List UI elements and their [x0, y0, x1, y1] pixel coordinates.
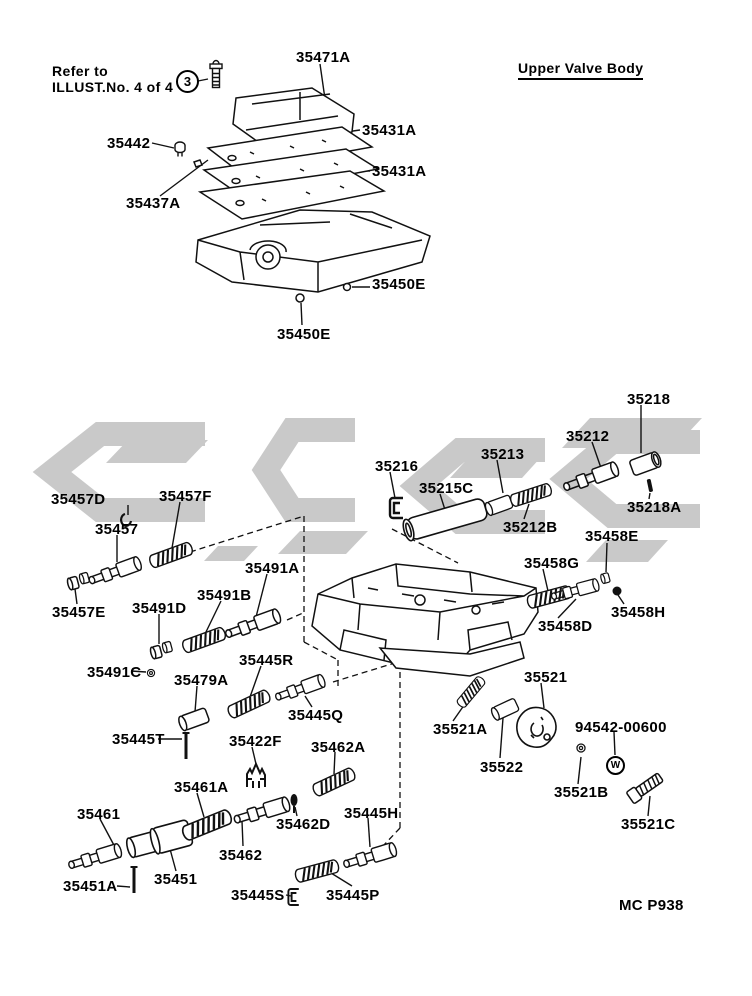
ring-35491C — [147, 669, 154, 676]
part-label-35422F-33: 35422F — [229, 733, 282, 750]
part-label-35216-10: 35216 — [375, 458, 419, 475]
part-label-35445T-32: 35445T — [112, 731, 165, 748]
washer-mark: W — [606, 756, 625, 775]
part-label-35457-17: 35457 — [95, 521, 139, 538]
part-label-35461A-36: 35461A — [174, 779, 229, 796]
part-label-35462-44: 35462 — [219, 847, 263, 864]
part-label-35521B-37: 35521B — [554, 784, 609, 801]
spring-35445R — [226, 689, 271, 719]
refer-note-line2: ILLUST.No. 4 of 4 — [52, 79, 174, 96]
valve-35457 — [87, 556, 143, 588]
pin-35451A — [131, 867, 138, 893]
part-label-35445R-26: 35445R — [239, 652, 294, 669]
valve-35445Q — [274, 674, 327, 704]
ring-35457E-2 — [79, 572, 90, 584]
sleeve-35451 — [124, 819, 193, 861]
spring-35457F — [148, 541, 194, 568]
part-label-94542-00600-31: 94542-00600 — [575, 719, 667, 736]
part-label-35437A-4: 35437A — [126, 195, 181, 212]
part-label-35445H-40: 35445H — [344, 805, 399, 822]
clip-35445S — [288, 889, 298, 905]
part-label-35451-43: 35451 — [154, 871, 198, 888]
spring-35461A — [181, 809, 234, 842]
part-label-35450E-6: 35450E — [277, 326, 331, 343]
part-label-35521C-41: 35521C — [621, 816, 676, 833]
part-label-35445P-46: 35445P — [326, 887, 380, 904]
part-label-35213-9: 35213 — [481, 446, 525, 463]
ring-35457E — [66, 576, 79, 590]
part-label-35457E-21: 35457E — [52, 604, 106, 621]
part-label-35479A-27: 35479A — [174, 672, 229, 689]
ring-35458E — [600, 573, 610, 584]
refer-note — [52, 63, 173, 95]
cup-35218 — [629, 451, 663, 476]
bolt-35521C — [626, 771, 664, 804]
part-label-35458D-24: 35458D — [538, 618, 593, 635]
part-label-35451A-42: 35451A — [63, 878, 118, 895]
upper-valve-body-stack — [175, 61, 430, 303]
section-title: Upper Valve Body — [518, 60, 643, 80]
bracket-35216 — [390, 498, 403, 518]
part-label-35491A-19: 35491A — [245, 560, 300, 577]
part-label-35458G-18: 35458G — [524, 555, 580, 572]
bolt-icon — [210, 61, 222, 88]
part-label-35445Q-29: 35445Q — [288, 707, 344, 724]
pin-35218A — [647, 479, 654, 493]
part-label-35218A-13: 35218A — [627, 499, 682, 516]
pin-35445T — [183, 733, 190, 759]
spring-35212B — [509, 483, 553, 508]
seal-35462D — [291, 794, 298, 813]
valve-35491A — [223, 608, 282, 642]
part-label-35462D-39: 35462D — [276, 816, 331, 833]
valve-35461 — [67, 843, 123, 872]
part-label-35457F-16: 35457F — [159, 488, 212, 505]
part-label-35431A-3: 35431A — [372, 163, 427, 180]
screw-icon — [175, 142, 185, 157]
ring-35521B — [577, 744, 585, 752]
part-label-35450E-5: 35450E — [372, 276, 426, 293]
ring-35491D-2 — [162, 641, 173, 653]
part-label-35212B-12: 35212B — [503, 519, 558, 536]
part-label-35212-8: 35212 — [566, 428, 610, 445]
part-label-35461-38: 35461 — [77, 806, 121, 823]
drawing-code: MC P938 — [619, 897, 684, 914]
circled-number-3: 3 — [176, 70, 199, 93]
body-35521 — [517, 707, 556, 747]
spring-35445P — [294, 859, 340, 883]
ball-35458H — [613, 587, 622, 596]
ring-35491D — [149, 645, 162, 659]
spring-35491B — [181, 626, 227, 653]
part-label-35431A-2: 35431A — [362, 122, 417, 139]
lower-valve-body — [312, 564, 538, 676]
piston-35522 — [490, 698, 520, 721]
part-label-35491B-23: 35491B — [197, 587, 252, 604]
part-label-35491C-25: 35491C — [87, 664, 142, 681]
part-label-35215C-11: 35215C — [419, 480, 474, 497]
part-label-35442-1: 35442 — [107, 135, 151, 152]
clip-35422F — [247, 764, 265, 788]
part-label-35218-7: 35218 — [627, 391, 671, 408]
part-label-35522-35: 35522 — [480, 759, 524, 776]
part-label-35445S-45: 35445S — [231, 887, 285, 904]
spring-35521A — [456, 675, 487, 709]
part-label-35458H-20: 35458H — [611, 604, 666, 621]
part-label-35521-28: 35521 — [524, 669, 568, 686]
plug-35479A — [177, 708, 210, 732]
part-label-35457D-15: 35457D — [51, 491, 106, 508]
part-label-35471A-0: 35471A — [296, 49, 351, 66]
refer-note-line1: Refer to — [52, 63, 109, 79]
part-label-35458E-14: 35458E — [585, 528, 639, 545]
part-label-35462A-34: 35462A — [311, 739, 366, 756]
part-label-35491D-22: 35491D — [132, 600, 187, 617]
part-label-35521A-30: 35521A — [433, 721, 488, 738]
